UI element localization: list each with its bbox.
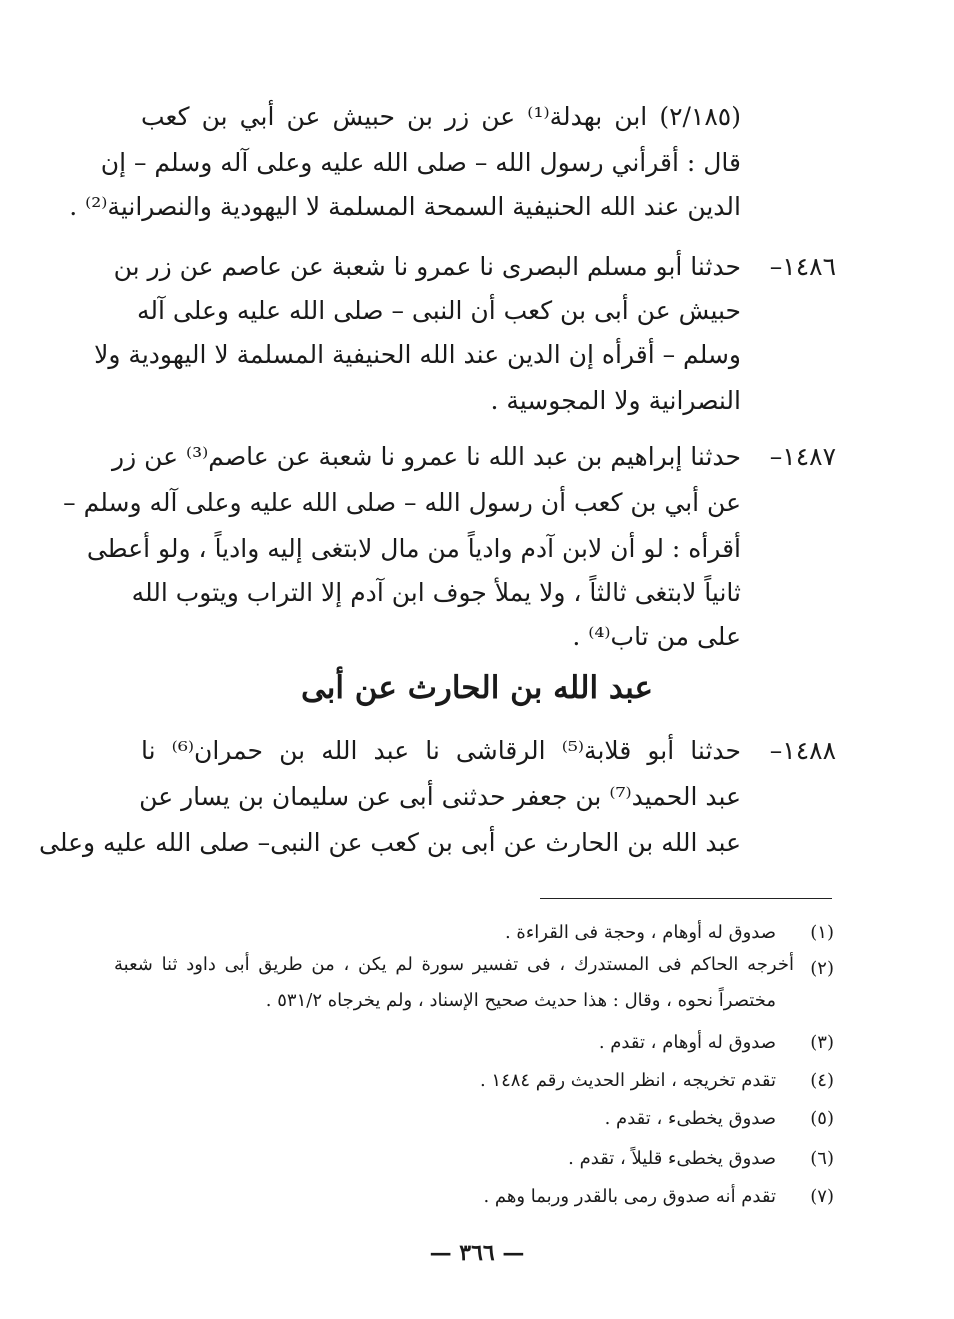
footnote-number: (٤): [810, 1070, 834, 1091]
footnote-number: (٥): [810, 1108, 834, 1129]
footnote-text: صدوق يخطىء قليلاً ، تقدم .: [568, 1148, 776, 1169]
text-line: النصرانية ولا المجوسية .: [490, 386, 741, 415]
footnote-number: (٢): [810, 958, 834, 979]
footnote-text: صدوق يخطىء ، تقدم .: [604, 1108, 776, 1129]
text-line: حدثنا أبو قلابة⁽⁵⁾ الرقاشى نا عبد الله بن حمران⁽⁶⁾ نا: [141, 736, 741, 765]
hadith-number: ١٤٨٨–: [769, 736, 836, 765]
text-line: عبد الله بن الحارث عن أبى بن كعب عن النبى– صلى الله عليه وعلى: [38, 828, 741, 857]
text-line: حبيش عن أبى بن كعب أن النبى – صلى الله عليه وعلى آله: [136, 296, 741, 325]
text-line: ثانياً لابتغى ثالثاً ، ولا يملأ جوف ابن آدم إلا التراب ويتوب الله: [131, 578, 741, 607]
text-line: على من تاب⁽⁴⁾ .: [572, 622, 741, 651]
text-line: (٢/١٨٥) ابن بهدلة⁽¹⁾ عن زر بن حبيش عن أبي بن كعب: [141, 102, 741, 131]
text-line: الدين عند الله الحنيفية السمحة المسلمة لا اليهودية والنصرانية⁽²⁾ .: [69, 192, 741, 221]
footnote-text: صدوق له أوهام ، تقدم .: [598, 1032, 776, 1053]
page-number: — ٣٦٦ —: [429, 1240, 525, 1266]
footnote-text: صدوق له أوهام ، وحجة فى القراءة .: [504, 922, 776, 943]
footnote-number: (١): [810, 922, 834, 943]
text-line: أقرأه : لو أن لابن آدم وادياً من مال لابتغى إليه وادياً ، ولو أعطى: [86, 534, 741, 563]
footnote-number: (٦): [810, 1148, 834, 1169]
footnote-number: (٧): [810, 1186, 834, 1207]
section-heading: عبد الله بن الحارث عن أبى: [300, 670, 654, 706]
footnote-text: مختصراً نحوه ، وقال : هذا حديث صحيح الإسناد ، ولم يخرجاه ٥٣١/٢ .: [265, 990, 776, 1011]
footnote-text: أخرجه الحاكم فى المستدرك ، فى تفسير سورة لم يكن ، من طريق أبى داود ثنا شعبة: [114, 954, 794, 975]
text-line: عبد الحميد⁽⁷⁾ بن جعفر حدثنى أبى عن سليمان بن يسار عن: [139, 782, 741, 811]
text-line: وسلم – أقرأه إن الدين عند الله الحنيفية المسلمة لا اليهودية ولا: [94, 340, 741, 369]
footnote-text: تقدم أنه صدوق رمى بالقدر وربما وهم .: [483, 1186, 776, 1207]
text-line: حدثنا إبراهيم بن عبد الله نا عمرو نا شعبة عن عاصم⁽³⁾ عن زر: [112, 442, 741, 471]
text-line: قال : أقرأني رسول الله – صلى الله عليه وعلى آله وسلم – إن: [100, 148, 741, 177]
hadith-number: ١٤٨٦–: [769, 252, 836, 281]
text-line: حدثنا أبو مسلم البصرى نا عمرو نا شعبة عن عاصم عن زر بن: [113, 252, 741, 281]
footnote-number: (٣): [810, 1032, 834, 1053]
footnote-separator: [540, 898, 832, 899]
footnote-text: تقدم تخريجه ، انظر الحديث رقم ١٤٨٤ .: [479, 1070, 776, 1091]
hadith-number: ١٤٨٧–: [769, 442, 836, 471]
text-line: عن أبي بن كعب أن رسول الله – صلى الله عليه وعلى آله وسلم –: [63, 488, 741, 517]
